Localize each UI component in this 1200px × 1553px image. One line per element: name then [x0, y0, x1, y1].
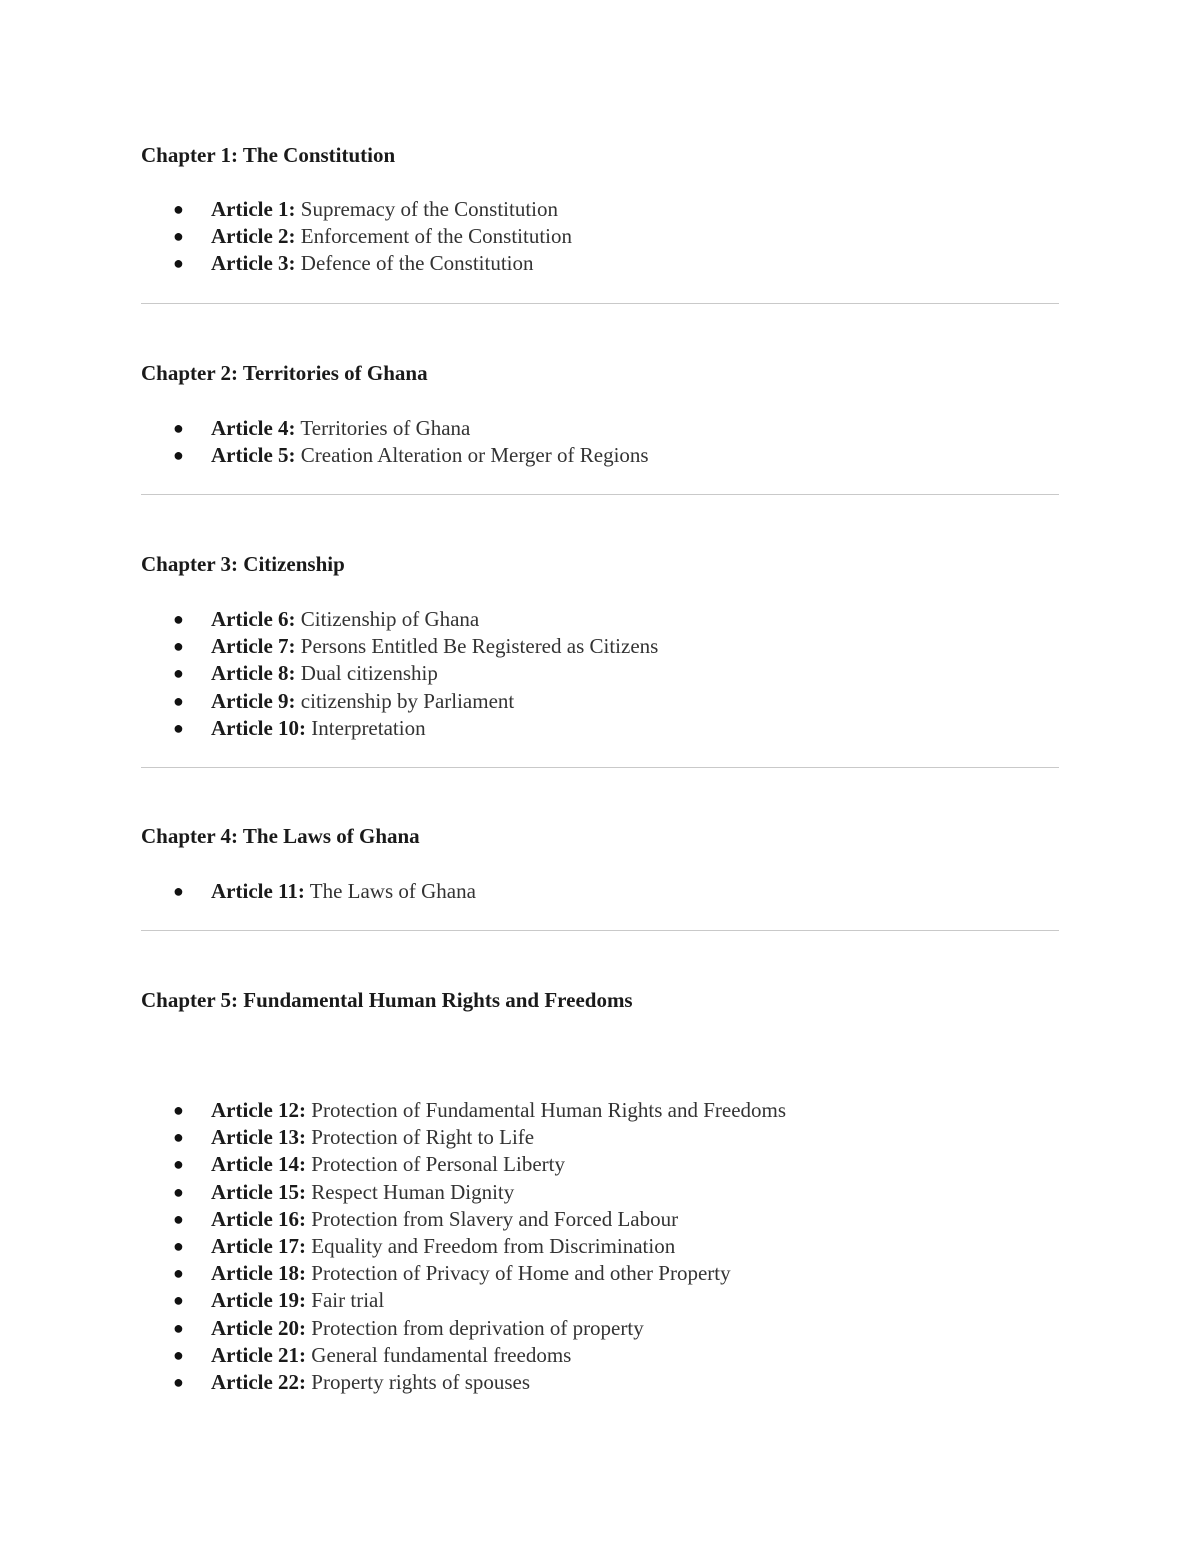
- article-number: Article 1:: [211, 197, 296, 221]
- list-item: [141, 1287, 1059, 1314]
- chapter-2-section: [141, 360, 1059, 469]
- list-item: [141, 1151, 1059, 1178]
- article-number: Article 14:: [211, 1152, 307, 1177]
- article-number: Article 13:: [211, 1125, 307, 1150]
- bullet-icon: ●: [173, 663, 184, 684]
- list-item: [141, 633, 1059, 660]
- bullet-icon: ●: [173, 1344, 184, 1365]
- article-number: Article 17:: [211, 1233, 307, 1258]
- article-title: Protection from deprivation of property: [311, 1315, 644, 1340]
- article-title: General fundamental freedoms: [311, 1342, 572, 1367]
- article-number: Article 4:: [211, 416, 296, 440]
- list-item: [141, 1097, 1059, 1124]
- bullet-icon: ●: [173, 1100, 184, 1120]
- bullet-icon: ●: [173, 199, 184, 219]
- bullet-icon: ●: [173, 636, 184, 657]
- article-title: Supremacy of the Constitution: [300, 197, 559, 221]
- chapter-3-article-list: [141, 606, 1059, 742]
- article-title: Persons Entitled Be Registered as Citizens: [300, 634, 659, 659]
- article-number: Article 15:: [211, 1179, 307, 1204]
- section-divider: [141, 930, 1059, 931]
- article-number: Article 10:: [211, 715, 307, 740]
- article-number: Article 11:: [211, 879, 305, 903]
- article-number: Article 2:: [211, 224, 296, 249]
- article-title: Creation Alteration or Merger of Regions: [300, 443, 649, 468]
- bullet-icon: ●: [173, 717, 184, 738]
- article-title: Enforcement of the Constitution: [300, 224, 572, 249]
- list-item: [141, 878, 1059, 905]
- list-item: [141, 1369, 1059, 1396]
- article-number: Article 18:: [211, 1261, 307, 1286]
- bullet-icon: ●: [173, 690, 184, 711]
- list-item: [141, 250, 1059, 277]
- bullet-icon: ●: [173, 1290, 184, 1311]
- bullet-icon: ●: [173, 1317, 184, 1338]
- chapter-5-title: Chapter 5: Fundamental Human Rights and Freedoms: [141, 988, 633, 1012]
- chapter-4-section: [141, 823, 1059, 905]
- article-number: Article 5:: [211, 443, 296, 468]
- article-title: Protection from Slavery and Forced Labour: [311, 1206, 679, 1231]
- bullet-icon: ●: [173, 1235, 184, 1256]
- bullet-icon: ●: [173, 1127, 184, 1148]
- section-divider: [141, 494, 1059, 495]
- list-item: [141, 1206, 1059, 1233]
- article-title: Defence of the Constitution: [300, 251, 534, 276]
- bullet-icon: ●: [173, 418, 184, 438]
- article-title: Protection of Privacy of Home and other Property: [311, 1261, 731, 1286]
- list-item: [141, 196, 1059, 223]
- list-item: [141, 1179, 1059, 1206]
- chapter-5-article-list: [141, 1097, 1059, 1396]
- bullet-icon: ●: [173, 445, 184, 466]
- article-title: Property rights of spouses: [311, 1369, 531, 1394]
- list-item: [141, 715, 1059, 742]
- bullet-icon: ●: [173, 1208, 184, 1229]
- section-divider: [141, 767, 1059, 768]
- list-item: [141, 415, 1059, 442]
- article-number: Article 21:: [211, 1342, 307, 1367]
- article-number: Article 16:: [211, 1206, 307, 1231]
- bullet-icon: ●: [173, 609, 184, 629]
- bullet-icon: ●: [173, 226, 184, 247]
- article-title: The Laws of Ghana: [309, 879, 476, 903]
- bullet-icon: ●: [173, 881, 184, 901]
- chapter-2-article-list: [141, 415, 1059, 469]
- article-title: Protection of Right to Life: [311, 1125, 535, 1150]
- chapter-2-title: Chapter 2: Territories of Ghana: [141, 361, 428, 385]
- bullet-icon: ●: [173, 1263, 184, 1284]
- list-item: [141, 1342, 1059, 1369]
- list-item: [141, 688, 1059, 715]
- article-title: Equality and Freedom from Discrimination: [311, 1233, 676, 1258]
- list-item: [141, 223, 1059, 250]
- article-number: Article 8:: [211, 661, 296, 686]
- list-item: [141, 606, 1059, 633]
- list-item: [141, 660, 1059, 687]
- list-item: [141, 1260, 1059, 1287]
- list-item: [141, 1124, 1059, 1151]
- article-title: Protection of Fundamental Human Rights and Freedoms: [311, 1098, 787, 1122]
- article-number: Article 12:: [211, 1098, 307, 1122]
- chapter-3-title: Chapter 3: Citizenship: [141, 552, 345, 576]
- chapter-5-section: [141, 987, 1059, 1396]
- bullet-icon: ●: [173, 1371, 184, 1392]
- article-title: Dual citizenship: [300, 661, 438, 686]
- article-number: Article 6:: [211, 607, 296, 631]
- chapter-1-section: [141, 142, 1059, 278]
- chapter-1-article-list: [141, 196, 1059, 278]
- article-number: Article 20:: [211, 1315, 307, 1340]
- article-title: Protection of Personal Liberty: [311, 1152, 565, 1177]
- chapter-4-title: Chapter 4: The Laws of Ghana: [141, 824, 420, 848]
- article-title: Respect Human Dignity: [311, 1179, 515, 1204]
- chapter-1-title: Chapter 1: The Constitution: [141, 143, 396, 167]
- chapter-4-article-list: [141, 878, 1059, 905]
- section-divider: [141, 303, 1059, 304]
- article-title: Interpretation: [311, 715, 426, 740]
- article-number: Article 3:: [211, 251, 296, 276]
- bullet-icon: ●: [173, 1181, 184, 1202]
- bullet-icon: ●: [173, 1154, 184, 1175]
- list-item: [141, 442, 1059, 469]
- article-title: Citizenship of Ghana: [300, 607, 480, 631]
- article-number: Article 22:: [211, 1369, 307, 1394]
- article-title: citizenship by Parliament: [300, 688, 515, 713]
- chapter-3-section: [141, 551, 1059, 742]
- article-number: Article 7:: [211, 634, 296, 659]
- list-item: [141, 1233, 1059, 1260]
- article-number: Article 19:: [211, 1288, 307, 1313]
- list-item: [141, 1315, 1059, 1342]
- article-number: Article 9:: [211, 688, 296, 713]
- article-title: Fair trial: [311, 1288, 385, 1313]
- article-title: Territories of Ghana: [300, 416, 471, 440]
- bullet-icon: ●: [173, 253, 184, 274]
